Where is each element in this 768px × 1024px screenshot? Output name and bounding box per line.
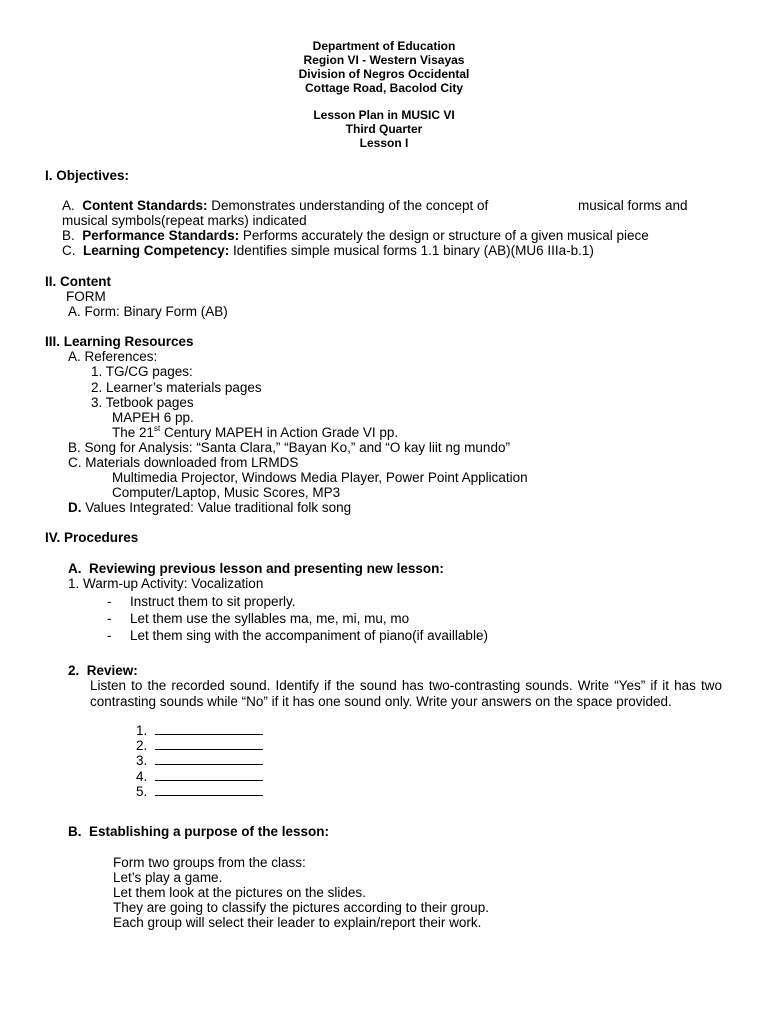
content-standards-label: Content Standards: [82, 198, 208, 213]
content-form: FORM [66, 289, 106, 304]
lesson-number: Lesson I [359, 136, 409, 150]
warmup-dash-2: - [107, 611, 112, 626]
answer-blank-1[interactable] [155, 723, 263, 735]
answer-blank-4[interactable] [155, 769, 263, 781]
warmup-step-1: Instruct them to sit properly. [130, 594, 296, 609]
purpose-line-1: Form two groups from the class: [113, 855, 306, 870]
learning-competency-text: Identifies simple musical forms 1.1 binary (AB)(MU6 IIIa-b.1) [229, 243, 594, 258]
header-department: Department of Education [312, 39, 456, 53]
content-standards-continued: musical symbols(repeat marks) indicated [62, 213, 307, 228]
content-heading: II. Content [45, 274, 111, 289]
purpose-line-3: Let them look at the pictures on the slides. [113, 885, 366, 900]
reference-learners-materials: 2. Learner’s materials pages [91, 380, 262, 395]
answer-line-5 [136, 784, 263, 799]
objectives-heading: I. Objectives: [45, 168, 130, 183]
answer-number-1: 1. [136, 723, 148, 738]
performance-standards-label: Performance Standards: [82, 228, 240, 243]
review-instructions: Listen to the recorded sound. Identify if the sound has two-contrasting sounds. Write “Yes” if it has two contrasting sounds while “No” if it has one sound only. Write your answers on the space provided. [90, 678, 722, 709]
reference-mapeh-action-pre: The 21 [112, 425, 155, 440]
learning-resources-heading: III. Learning Resources [45, 334, 194, 349]
purpose-line-2: Let’s play a game. [113, 870, 223, 885]
content-form-binary: A. Form: Binary Form (AB) [68, 304, 228, 319]
review-heading [68, 663, 138, 678]
answer-line-2 [136, 738, 263, 753]
answer-blank-3[interactable] [155, 753, 263, 765]
values-text: Values Integrated: Value traditional folk song [81, 500, 352, 515]
lesson-plan-title: Lesson Plan in MUSIC VI [313, 108, 455, 122]
reference-mapeh6: MAPEH 6 pp. [112, 410, 194, 425]
reference-mapeh-action [112, 425, 398, 440]
answer-line-1 [136, 723, 263, 738]
content-standards-text: Demonstrates understanding of the concept of [207, 198, 489, 213]
reference-textbook: 3. Tetbook pages [91, 395, 194, 410]
procedure-b-letter: B. [68, 824, 82, 839]
procedure-b-title: Establishing a purpose of the lesson: [89, 824, 330, 839]
materials-lrmds: C. Materials downloaded from LRMDS [68, 455, 299, 470]
warmup-dash-1: - [107, 594, 112, 609]
objective-b-letter: B. [62, 228, 75, 243]
objective-learning-competency [62, 243, 594, 258]
procedure-a-heading [68, 561, 444, 576]
objective-a-letter: A. [62, 198, 75, 213]
answer-line-3 [136, 753, 263, 768]
values-integrated [68, 500, 351, 515]
performance-standards-text: Performs accurately the design or structure of a given musical piece [239, 228, 649, 243]
materials-line-2: Computer/Laptop, Music Scores, MP3 [112, 485, 341, 500]
answer-blank-5[interactable] [155, 784, 263, 796]
objective-performance-standards [62, 228, 649, 243]
song-for-analysis: B. Song for Analysis: “Santa Clara,” “Bayan Ko,” and “O kay liit ng mundo” [68, 440, 510, 455]
learning-competency-label: Learning Competency: [83, 243, 230, 258]
references-label [68, 349, 157, 364]
answer-number-3: 3. [136, 753, 148, 768]
warmup-step-2: Let them use the syllables ma, me, mi, mu, mo [130, 611, 410, 626]
reference-tg-cg: 1. TG/CG pages: [91, 364, 193, 379]
reference-superscript: st [154, 424, 161, 433]
header-division: Division of Negros Occidental [298, 67, 470, 81]
answer-line-4 [136, 769, 263, 784]
review-number: 2. [68, 663, 80, 678]
header-address: Cottage Road, Bacolod City [304, 81, 463, 95]
procedure-a-letter: A. [68, 561, 82, 576]
references-text: . References: [77, 349, 158, 364]
warmup-dash-3: - [107, 628, 112, 643]
answer-number-5: 5. [136, 784, 148, 799]
purpose-line-5: Each group will select their leader to explain/report their work. [113, 915, 482, 930]
quarter-label: Third Quarter [345, 122, 423, 136]
answer-blank-2[interactable] [155, 738, 263, 750]
purpose-line-4: They are going to classify the pictures according to their group. [113, 900, 489, 915]
materials-line-1: Multimedia Projector, Windows Media Player, Power Point Application [112, 470, 528, 485]
procedure-b-heading [68, 824, 329, 839]
procedures-heading: IV. Procedures [45, 530, 139, 545]
procedure-a-title: Reviewing previous lesson and presenting new lesson: [89, 561, 444, 576]
reference-mapeh-action-post: Century MAPEH in Action Grade VI pp. [160, 425, 399, 440]
content-standards-text-2: musical forms and [578, 198, 688, 213]
review-title: Review: [86, 663, 138, 678]
objective-c-letter: C. [62, 243, 76, 258]
objective-content-standards [62, 198, 488, 213]
values-letter: D. [68, 500, 82, 515]
header-region: Region VI - Western Visayas [303, 53, 465, 67]
answer-number-2: 2. [136, 738, 148, 753]
warmup-activity: 1. Warm-up Activity: Vocalization [68, 576, 264, 591]
answer-number-4: 4. [136, 769, 148, 784]
references-letter: A [68, 349, 78, 364]
warmup-step-3: Let them sing with the accompaniment of piano(if availlable) [130, 628, 488, 643]
